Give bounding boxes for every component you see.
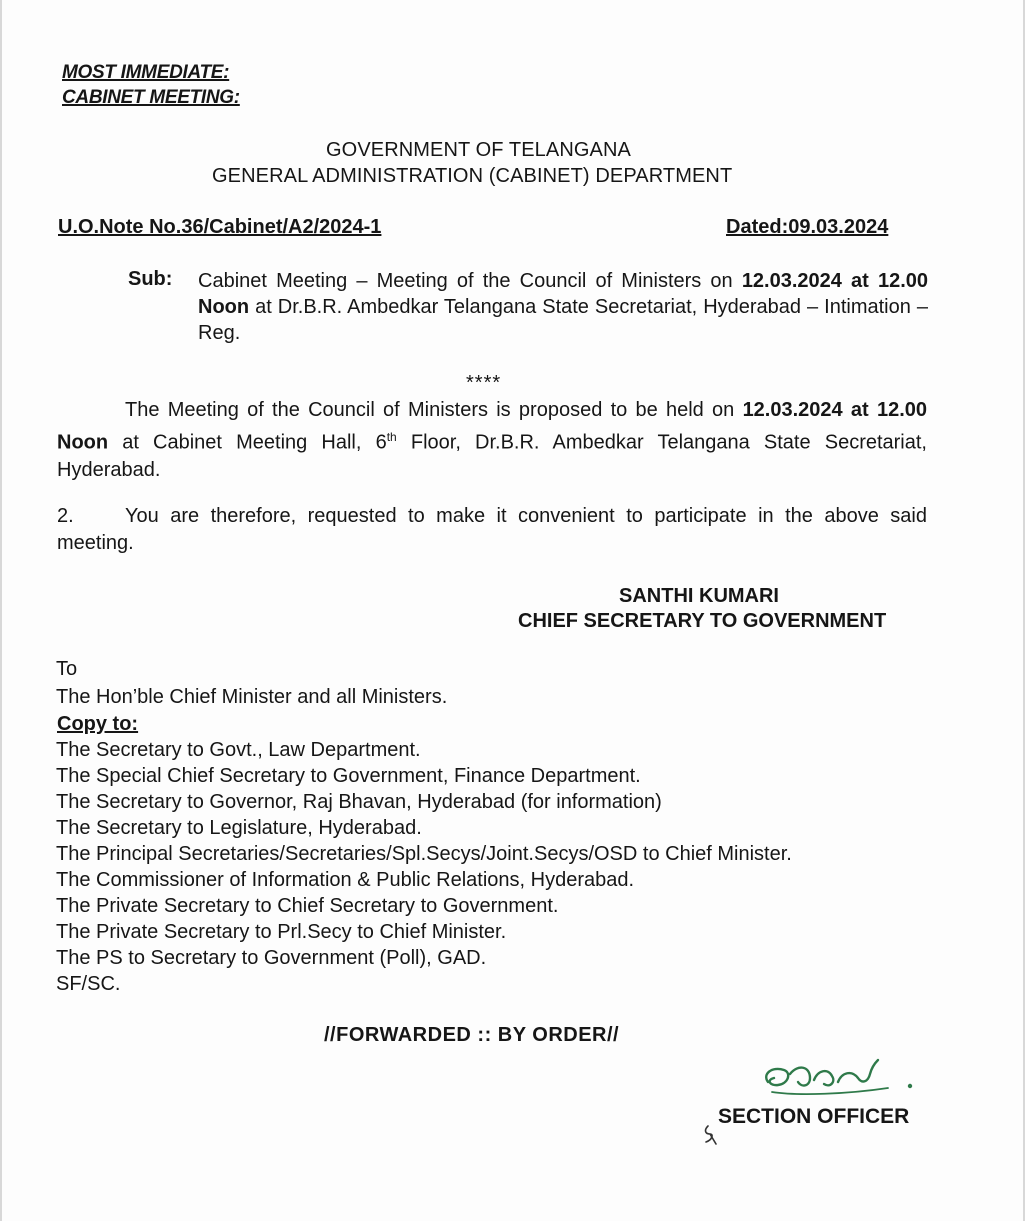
subject-label: Sub:	[128, 268, 173, 290]
list-item: SF/SC.	[56, 973, 121, 995]
paragraph-number: 2.	[57, 505, 74, 527]
signatory-designation: CHIEF SECRETARY TO GOVERNMENT	[518, 610, 887, 632]
to-recipient: The Hon’ble Chief Minister and all Ministers.	[56, 686, 448, 708]
list-item: The Principal Secretaries/Secretaries/Spl.Secys/Joint.Secys/OSD to Chief Minister.	[56, 843, 792, 865]
signature-icon	[758, 1052, 928, 1102]
priority-flag: MOST IMMEDIATE:	[62, 62, 230, 83]
subject-text: Cabinet Meeting – Meeting of the Council of Ministers on 12.03.2024 at 12.00 Noon at Dr.B.R. Ambedkar Telangana State Secretariat, Hyderabad – Intimation – Reg.	[198, 270, 929, 344]
government-heading: GOVERNMENT OF TELANGANA	[326, 139, 631, 161]
copy-to-list	[56, 737, 792, 997]
list-item: The Secretary to Governor, Raj Bhavan, Hyderabad (for information)	[56, 791, 662, 813]
section-officer: SECTION OFFICER	[718, 1105, 910, 1128]
department-heading: GENERAL ADMINISTRATION (CABINET) DEPARTMENT	[212, 165, 733, 187]
list-item: The Special Chief Secretary to Government, Finance Department.	[56, 765, 641, 787]
paragraph-1: The Meeting of the Council of Ministers is proposed to be held on 12.03.2024 at 12.00 Noon at Cabinet Meeting Hall, 6th Floor, Dr.B.R. Ambedkar Telangana State Secretariat, Hyderabad.	[57, 399, 927, 481]
to-label: To	[56, 658, 78, 680]
separator: ****	[466, 372, 502, 394]
list-item: The Secretary to Govt., Law Department.	[56, 739, 421, 761]
copy-to-heading: Copy to:	[57, 713, 139, 735]
meeting-flag: CABINET MEETING:	[62, 87, 240, 108]
list-item: The Private Secretary to Prl.Secy to Chief Minister.	[56, 921, 507, 943]
reference-number: U.O.Note No.36/Cabinet/A2/2024-1	[58, 216, 382, 238]
signatory-name: SANTHI KUMARI	[619, 585, 779, 607]
list-item: The Secretary to Legislature, Hyderabad.	[56, 817, 422, 839]
list-item: The PS to Secretary to Government (Poll), GAD.	[56, 947, 487, 969]
meeting-date: 12.03.2024 at 12.00 Noon	[57, 399, 927, 454]
document-date: Dated:09.03.2024	[726, 216, 889, 238]
paragraph-2: 2. You are therefore, requested to make it convenient to participate in the above said meeting.	[57, 505, 927, 554]
forwarded-by-order: //FORWARDED :: BY ORDER//	[324, 1024, 620, 1046]
list-item: The Commissioner of Information & Public Relations, Hyderabad.	[56, 869, 635, 891]
list-item: The Private Secretary to Chief Secretary to Government.	[56, 895, 559, 917]
subject-date: 12.03.2024 at 12.00 Noon	[198, 270, 929, 318]
